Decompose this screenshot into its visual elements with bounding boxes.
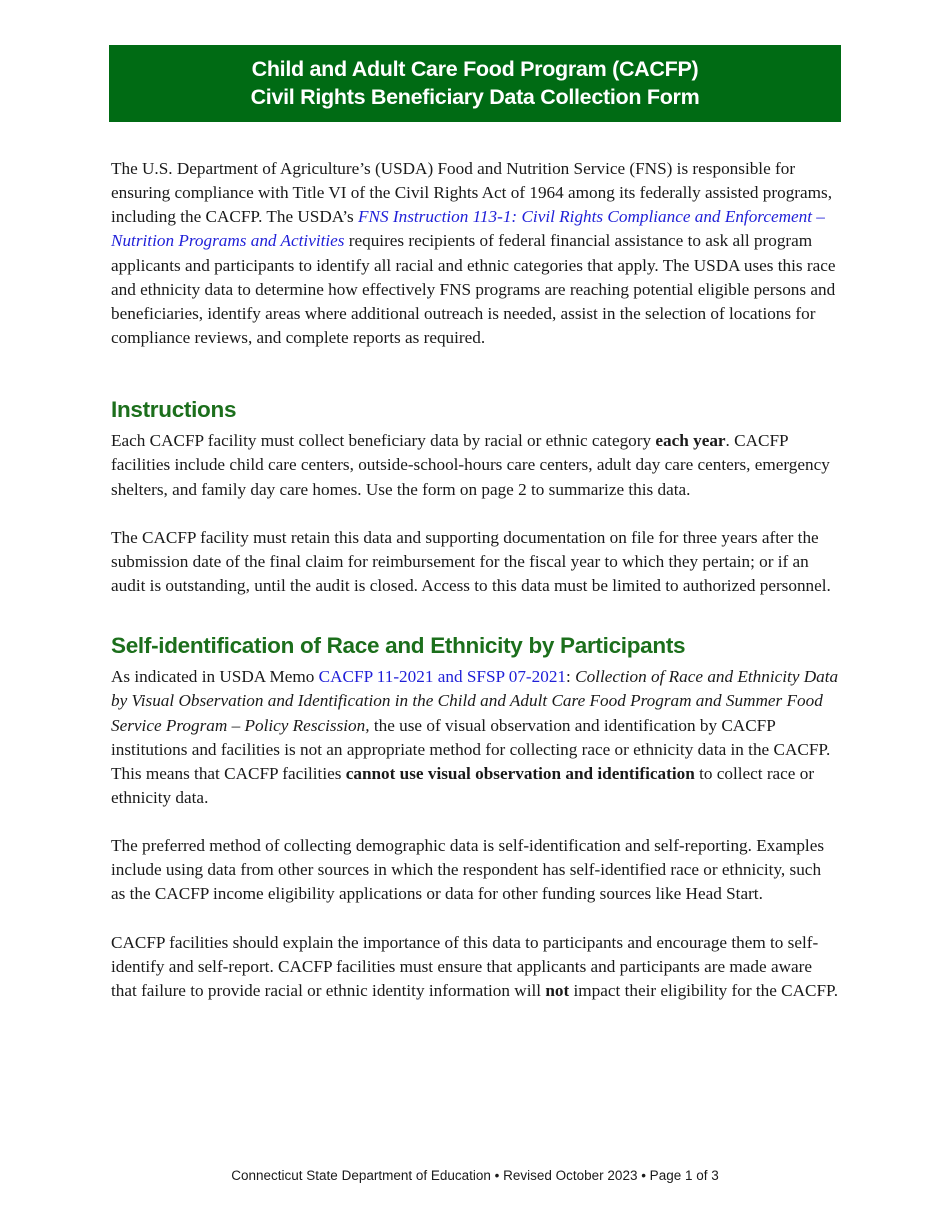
- each-year-emphasis: each year: [655, 431, 726, 451]
- instructions-paragraph-1: [111, 429, 839, 501]
- visual-observation-emphasis: cannot use visual observation and identification: [345, 763, 695, 783]
- document-body: [111, 157, 839, 1003]
- intro-text-start: The U.S. Department of Agriculture’s (USDA) Food and Nutrition Service (FNS) is responsible for ensuring compliance with Title VI of the Civil Rights Act of 1964 among its federally assisted programs, including the CACFP. The USDA’s: [111, 159, 832, 227]
- instructions-p1-text: Each CACFP facility must collect beneficiary data by racial or ethnic category: [111, 431, 656, 451]
- self-id-p1-start: As indicated in USDA Memo: [111, 667, 319, 687]
- self-id-paragraph-2: The preferred method of collecting demographic data is self-identification and self-reporting. Examples include using data from other sources in which the respondent has self-identified race or ethnicity, such as the CACFP income eligibility applications or data for other funding sources like Head Start.: [111, 836, 825, 904]
- fns-instruction-link[interactable]: FNS Instruction 113-1: Civil Rights Compliance and Enforcement – Nutrition Programs and Activities: [111, 207, 825, 251]
- self-id-p1-end: to collect race or ethnicity data.: [111, 763, 815, 807]
- instructions-heading: Instructions: [111, 397, 237, 423]
- not-emphasis: not: [545, 980, 570, 1000]
- self-id-p3-start: CACFP facilities should explain the importance of this data to participants and encourage them to self-identify and self-report. CACFP facilities must ensure that applicants and participants are made aware that failure to provide racial or ethnic identity information will: [111, 932, 819, 1000]
- title-banner: [109, 45, 841, 122]
- memo-title: Collection of Race and Ethnicity Data by Visual Observation and Identification in the Child and Adult Care Food Program and Summer Food Service Program – Policy Rescission,: [111, 667, 839, 735]
- intro-paragraph: [111, 157, 839, 350]
- self-id-p3-end: impact their eligibility for the CACFP.: [569, 980, 839, 1000]
- self-identification-heading: Self-identification of Race and Ethnicity by Participants: [111, 633, 686, 659]
- instructions-paragraph-2: The CACFP facility must retain this data and supporting documentation on file for three years after the submission date of the final claim for reimbursement for the fiscal year to which they pertain; or if an audit is outstanding, until the audit is closed. Access to this data must be limited to authorized personnel.: [111, 527, 831, 596]
- instructions-p1-text-end: . CACFP facilities include child care centers, outside-school-hours care centers, adult day care centers, emergency shelters, and family day care homes. Use the form on page 2 to summarize this data.: [111, 431, 830, 499]
- self-id-p1-mid: the use of visual observation and identification by CACFP institutions and facilities is not an appropriate method for collecting race or ethnicity data in the CACFP. This means that CACFP facilities: [111, 715, 831, 783]
- self-id-paragraph-1: [111, 665, 839, 810]
- title-line-1: Child and Adult Care Food Program (CACFP): [251, 57, 699, 81]
- page-footer: Connecticut State Department of Education • Revised October 2023 • Page 1 of 3: [231, 1168, 719, 1183]
- self-id-paragraph-3: [111, 931, 839, 1003]
- intro-text-end: requires recipients of federal financial assistance to ask all program applicants and participants to identify all racial and ethnic categories that apply. The USDA uses this race and ethnicity data to determine how effectively FNS programs are reaching potential eligible persons and beneficiaries, identify areas where additional outreach is needed, assist in the selection of locations for compliance reviews, and complete reports as required.: [111, 231, 836, 348]
- title-line-2: Civil Rights Beneficiary Data Collection Form: [250, 85, 700, 109]
- usda-memo-link[interactable]: CACFP 11-2021 and SFSP 07-2021: [318, 667, 567, 687]
- self-id-p1-colon: :: [566, 667, 576, 687]
